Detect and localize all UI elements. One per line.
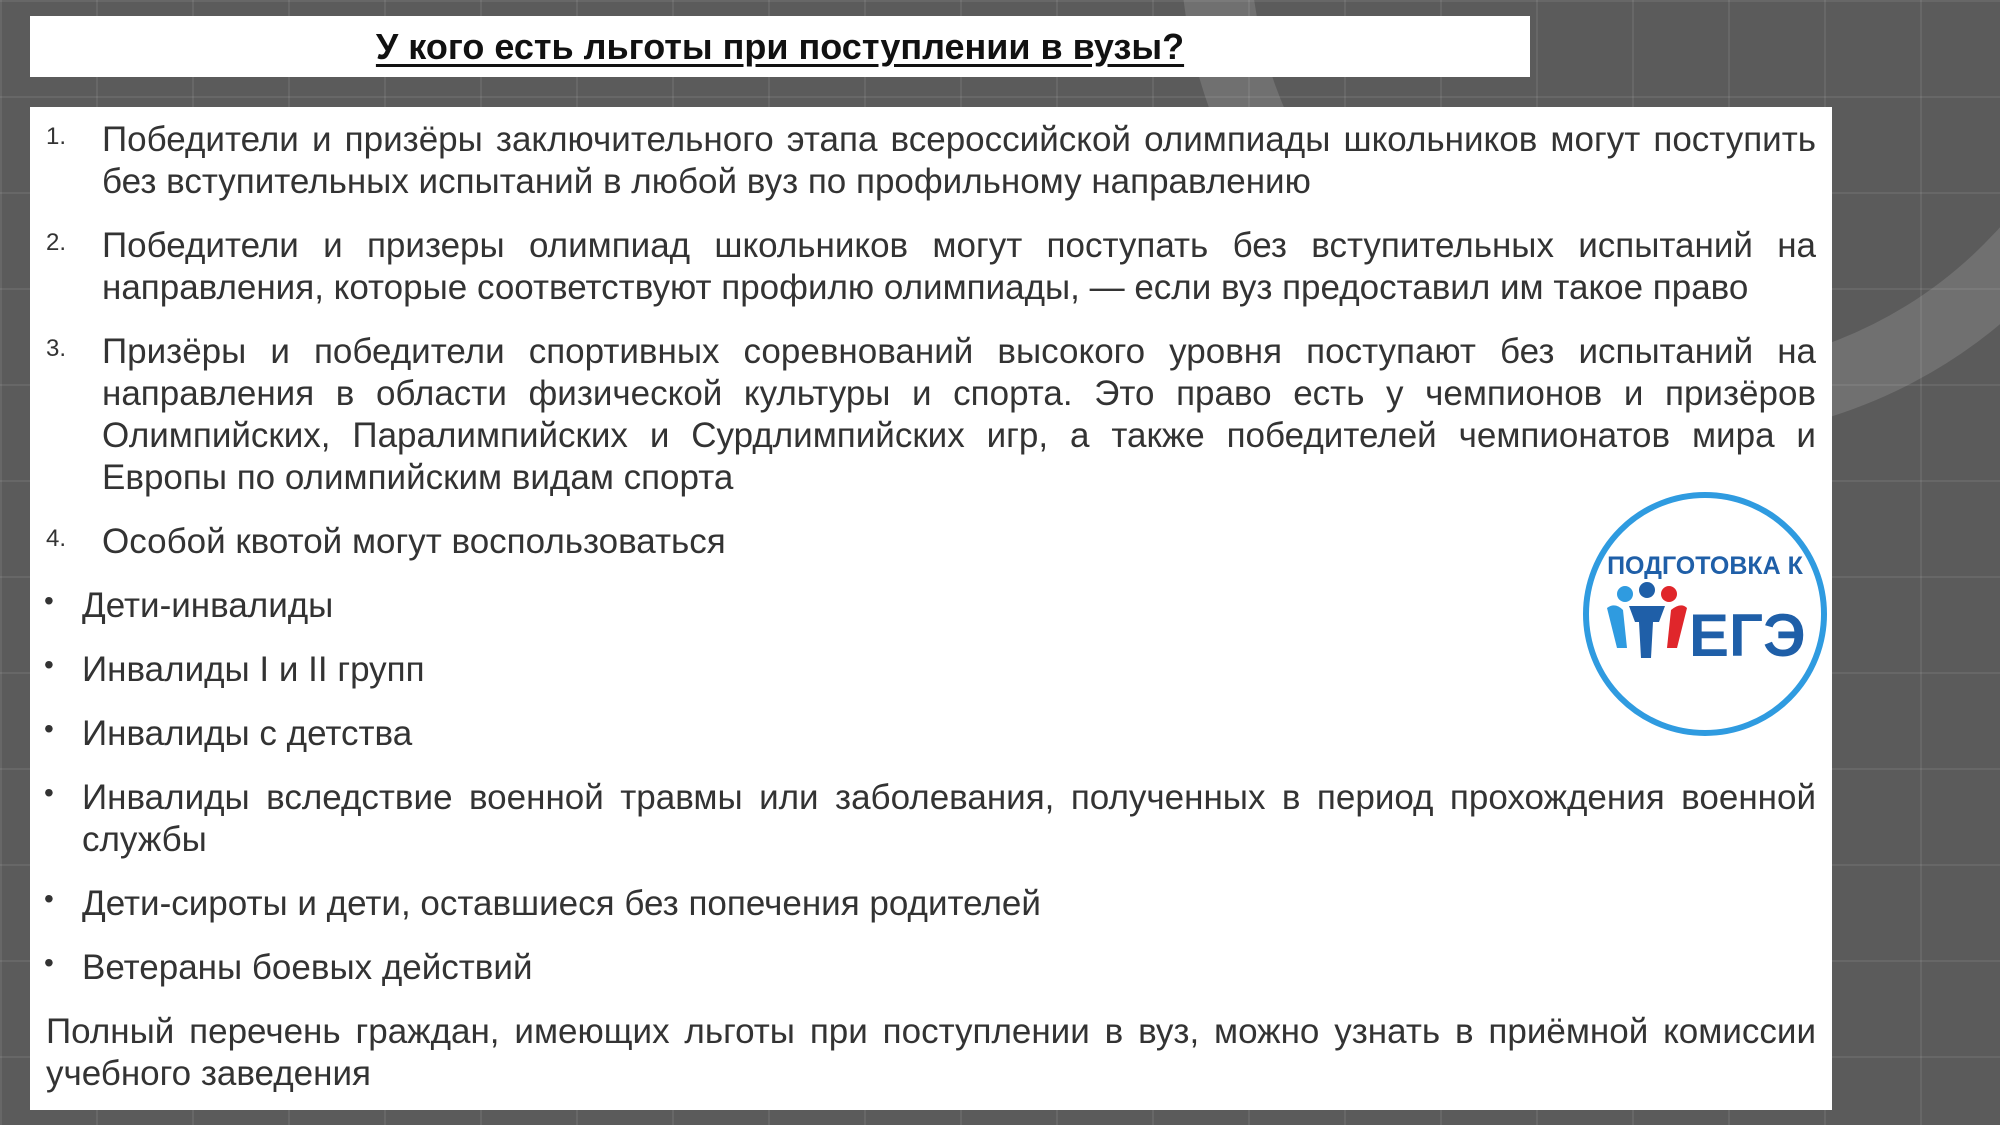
bullet-text: Инвалиды I и II групп xyxy=(82,650,425,689)
bullet-text: Ветераны боевых действий xyxy=(82,948,533,987)
bullet-item-3 xyxy=(30,713,1832,755)
bullet-item-5 xyxy=(30,883,1832,925)
numbered-item-1 xyxy=(30,119,1832,203)
footer-note: Полный перечень граждан, имеющих льготы при поступлении в вуз, можно узнать в приёмной комиссии учебного заведения xyxy=(46,1012,1816,1093)
bullet-item-6 xyxy=(30,947,1832,989)
ege-prep-logo xyxy=(1583,492,1827,736)
bullet-item-2 xyxy=(30,649,1832,691)
title-banner xyxy=(30,16,1530,77)
people-figures-logo-icon xyxy=(1589,498,1821,730)
item-number: 2. xyxy=(46,229,67,256)
numbered-item-3 xyxy=(30,331,1832,499)
item-text: Победители и призеры олимпиад школьников могут поступать без вступительных испытаний на направления, которые соответствуют профилю олимпиады, — если вуз предоставил им такое право xyxy=(102,226,1816,307)
logo-line2: ЕГЭ xyxy=(1689,602,1806,669)
bullet-marker: • xyxy=(44,585,54,616)
bullet-marker: • xyxy=(44,649,54,680)
bullet-item-4 xyxy=(30,777,1832,861)
bullet-text: Дети-инвалиды xyxy=(82,586,334,625)
bullet-text: Инвалиды с детства xyxy=(82,714,413,753)
numbered-item-2 xyxy=(30,225,1832,309)
item-number: 4. xyxy=(46,525,67,552)
logo-line1: ПОДГОТОВКА К xyxy=(1607,552,1803,580)
item-number: 3. xyxy=(46,335,67,362)
item-number: 1. xyxy=(46,123,67,150)
numbered-item-4 xyxy=(30,521,1832,563)
bullet-marker: • xyxy=(44,713,54,744)
item-text: Особой квотой могут воспользоваться xyxy=(102,522,726,561)
people-figures-icon xyxy=(1607,582,1687,658)
bullet-text: Дети-сироты и дети, оставшиеся без попечения родителей xyxy=(82,884,1041,923)
bullet-marker: • xyxy=(44,947,54,978)
content-panel xyxy=(30,107,1832,1110)
item-text: Призёры и победители спортивных соревнований высокого уровня поступают без испытаний на направления в области физической культуры и спорта. Это право есть у чемпионов и призёров Олимпийских, Паралимпийских и Сурдлимпийских игр, а также победителей чемпионатов мира и Европы по олимпийским видам спорта xyxy=(102,332,1816,497)
slide-title: У кого есть льготы при поступлении в вузы? xyxy=(375,25,1185,67)
bullet-text: Инвалиды вследствие военной травмы или заболевания, полученных в период прохождения военной службы xyxy=(82,778,1816,859)
item-text: Победители и призёры заключительного этапа всероссийской олимпиады школьников могут поступить без вступительных испытаний в любой вуз по профильному направлению xyxy=(102,120,1816,201)
bullet-marker: • xyxy=(44,777,54,808)
bullet-item-1 xyxy=(30,585,1832,627)
bullet-marker: • xyxy=(44,883,54,914)
